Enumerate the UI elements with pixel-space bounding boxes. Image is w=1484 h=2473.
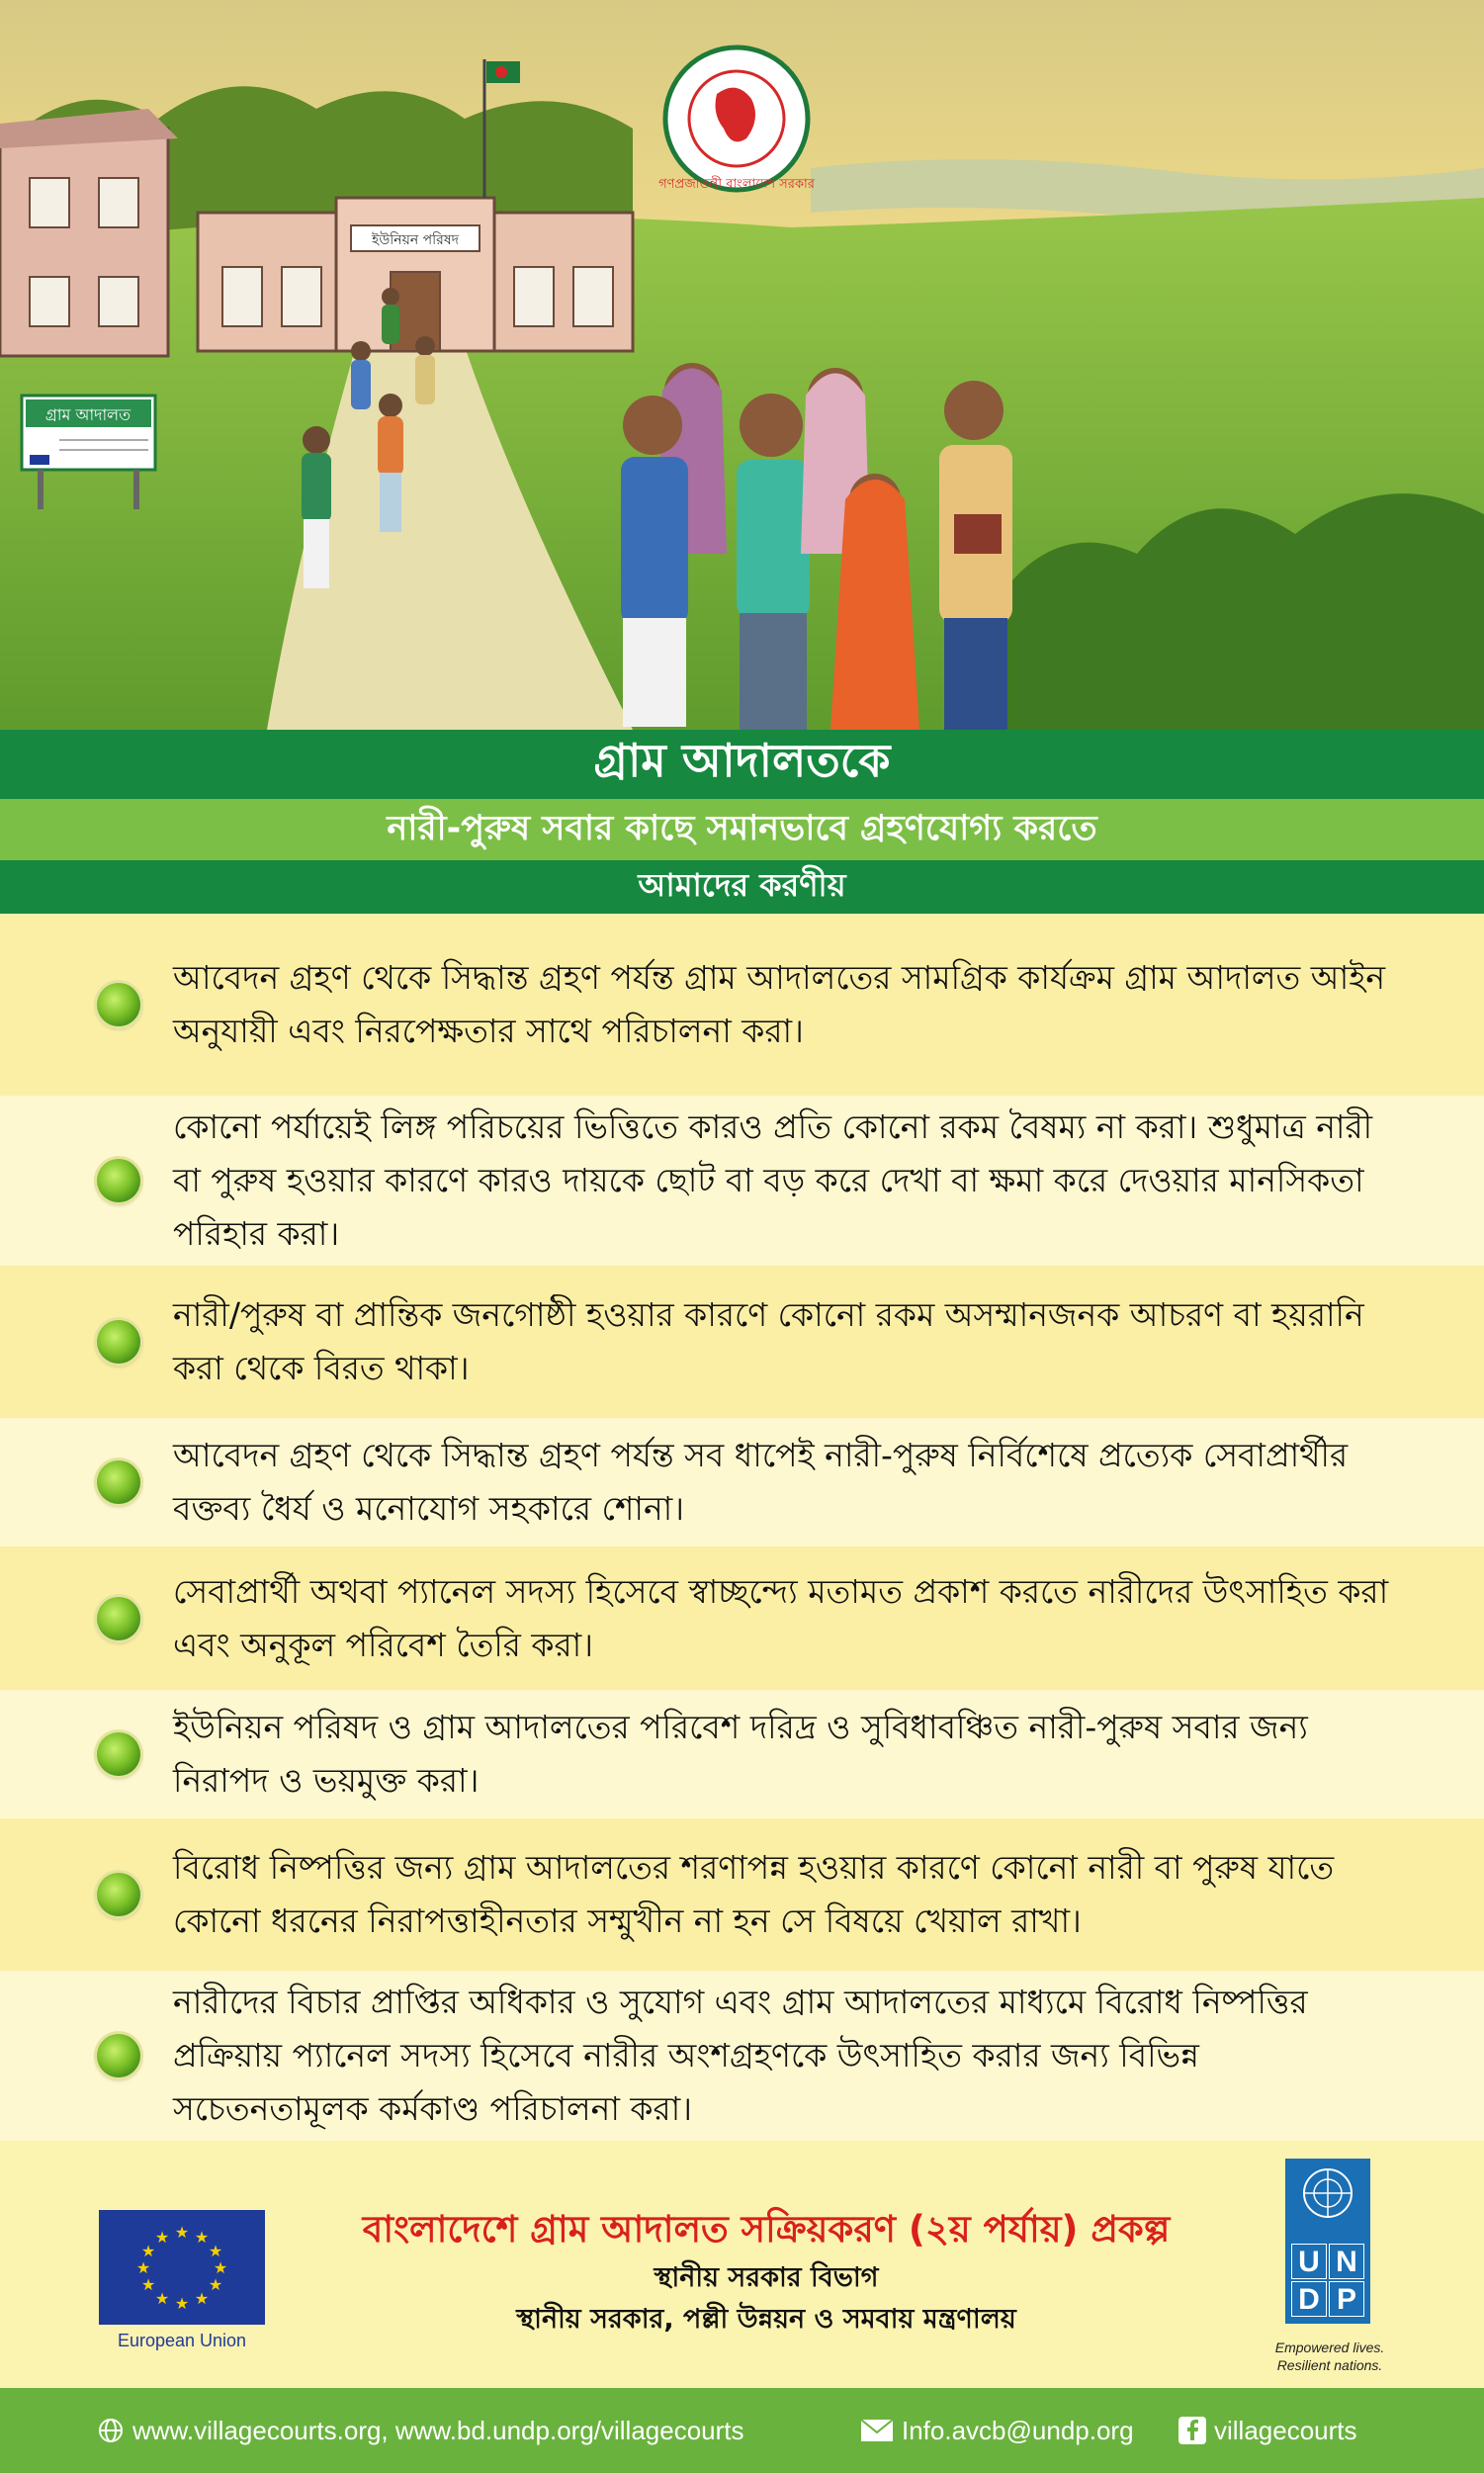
list-item-text: সেবাপ্রার্থী অথবা প্যানেল সদস্য হিসেবে স্বাচ্ছন্দ্যে মতামত প্রকাশ করতে নারীদের উৎসাহিত করা এবং অনুকূল পরিবেশ তৈরি করা। [173,1571,1389,1664]
website-text[interactable]: www.villagecourts.org, www.bd.undp.org/villagecourts [132,2415,744,2445]
ministry-name: স্থানীয় সরকার, পল্লী উন্নয়ন ও সমবায় মন্ত্রণালয় [516,2304,1016,2335]
undp-letter: N [1329,2244,1364,2279]
hero-illustration [0,0,1484,730]
facebook-link[interactable] [1178,2388,1357,2473]
website-links[interactable] [97,2388,744,2473]
eu-label: European Union [117,2331,247,2350]
undp-letter: U [1291,2244,1327,2279]
svg-text:★: ★ [194,2228,210,2247]
svg-text:★: ★ [140,2242,156,2260]
envelope-icon [860,2419,894,2442]
svg-text:★: ★ [213,2258,228,2277]
facebook-text[interactable]: villagecourts [1214,2415,1357,2445]
svg-text:★: ★ [140,2275,156,2294]
list-item-text: বিরোধ নিষ্পত্তির জন্য গ্রাম আদালতের শরণাপন্ন হওয়ার কারণে কোনো নারী বা পুরুষ যাতে কোনো ধরনের নিরাপত্তাহীনতার সম্মুখীন না হন সে বিষয়ে খেয়াল রাখা। [173,1848,1335,1940]
email-text[interactable]: Info.avcb@undp.org [902,2415,1134,2445]
svg-text:★: ★ [154,2289,170,2308]
svg-text:★: ★ [174,2294,190,2313]
list-item [0,1418,1484,1546]
list-item-text: নারী/পুরুষ বা প্রান্তিক জনগোষ্ঠী হওয়ার কারণে কোনো রকম অসম্মানজনক আচরণ বা হয়রানি করা থেকে বিরত থাকা। [173,1295,1364,1387]
list-item-text: ইউনিয়ন পরিষদ ও গ্রাম আদালতের পরিবেশ দরিদ্র ও সুবিধাবঞ্চিত নারী-পুরুষ সবার জন্য নিরাপদ ও ভয়মুক্ত করা। [173,1708,1308,1800]
action-items-list [0,914,1484,2141]
un-emblem-icon [1285,2159,1370,2228]
department-name: স্থানীয় সরকার বিভাগ [654,2262,879,2293]
seal-text: গণপ্রজাতন্ত্রী বাংলাদেশ সরকার [658,177,815,192]
list-item-text: কোনো পর্যায়েই লিঙ্গ পরিচয়ের ভিত্তিতে কারও প্রতি কোনো রকম বৈষম্য না করা। শুধুমাত্র নারী বা পুরুষ হওয়ার কারণে কারও দায়কে ছোট বা বড় করে দেখা বা ক্ষমা করে দেওয়ার মানসিকতা পরিহার করা। [173,1107,1373,1253]
list-item [0,1690,1484,1818]
green-bullet-icon [97,2034,140,2077]
list-item [0,1266,1484,1418]
contact-bar [0,2388,1484,2473]
green-bullet-icon [97,1873,140,1916]
green-bullet-icon [97,1597,140,1640]
project-name: বাংলাদেশে গ্রাম আদালত সক্রিয়করণ (২য় পর্যায়) প্রকল্প [362,2208,1171,2251]
section-heading: আমাদের করণীয় [0,860,1484,914]
list-item-text: আবেদন গ্রহণ থেকে সিদ্ধান্ত গ্রহণ পর্যন্ত গ্রাম আদালতের সামগ্রিক কার্যক্রম গ্রাম আদালত আইন অনুযায়ী এবং নিরপেক্ষতার সাথে পরিচালনা করা। [173,958,1386,1050]
green-bullet-icon [97,1320,140,1364]
side-building [0,129,168,356]
list-item [0,1971,1484,2141]
undp-letter: P [1329,2281,1364,2317]
list-item [0,1818,1484,1971]
svg-text:★: ★ [208,2242,223,2260]
list-item-text: আবেদন গ্রহণ থেকে সিদ্ধান্ত গ্রহণ পর্যন্ত সব ধাপেই নারী-পুরুষ নির্বিশেষে প্রত্যেক সেবাপ্রার্থীর বক্তব্য ধৈর্য ও মনোযোগ সহকারে শোনা। [173,1436,1349,1528]
globe-icon [97,2417,125,2444]
list-item-text: নারীদের বিচার প্রাপ্তির অধিকার ও সুযোগ এবং গ্রাম আদালতের মাধ্যমে বিরোধ নিষ্পত্তির প্রক্রিয়ায় প্যানেল সদস্য হিসেবে নারীর অংশগ্রহণকে উৎসাহিত করার জন্য বিভিন্ন সচেতনতামূলক কর্মকাণ্ড পরিচালনা করা। [173,1983,1308,2128]
village-court-scene [0,0,1484,730]
svg-text:★: ★ [194,2289,210,2308]
eu-flag-logo [99,2210,265,2325]
undp-logo [1285,2159,1370,2324]
undp-tagline: Empowered lives. Resilient nations. [1274,2340,1385,2373]
svg-text:★: ★ [174,2223,190,2242]
green-bullet-icon [97,1460,140,1504]
svg-text:গ্রাম আদালত: গ্রাম আদালত [44,405,131,424]
building-sign-text: ইউনিয়ন পরিষদ [372,232,459,248]
svg-text:★: ★ [154,2228,170,2247]
eu-stars-icon [99,2210,265,2325]
green-bullet-icon [97,1159,140,1202]
email-link[interactable] [860,2388,1134,2473]
list-item [0,914,1484,1096]
page-title: গ্রাম আদালতকে [0,730,1484,799]
undp-letter: D [1291,2281,1327,2317]
facebook-icon [1178,2417,1206,2444]
page-subtitle: নারী-পুরুষ সবার কাছে সমানভাবে গ্রহণযোগ্য করতে [0,799,1484,860]
footer-logos [0,2141,1484,2388]
list-item [0,1096,1484,1266]
green-bullet-icon [97,1732,140,1776]
svg-text:★: ★ [135,2258,151,2277]
list-item [0,1546,1484,1690]
svg-text:★: ★ [208,2275,223,2294]
green-bullet-icon [97,983,140,1026]
